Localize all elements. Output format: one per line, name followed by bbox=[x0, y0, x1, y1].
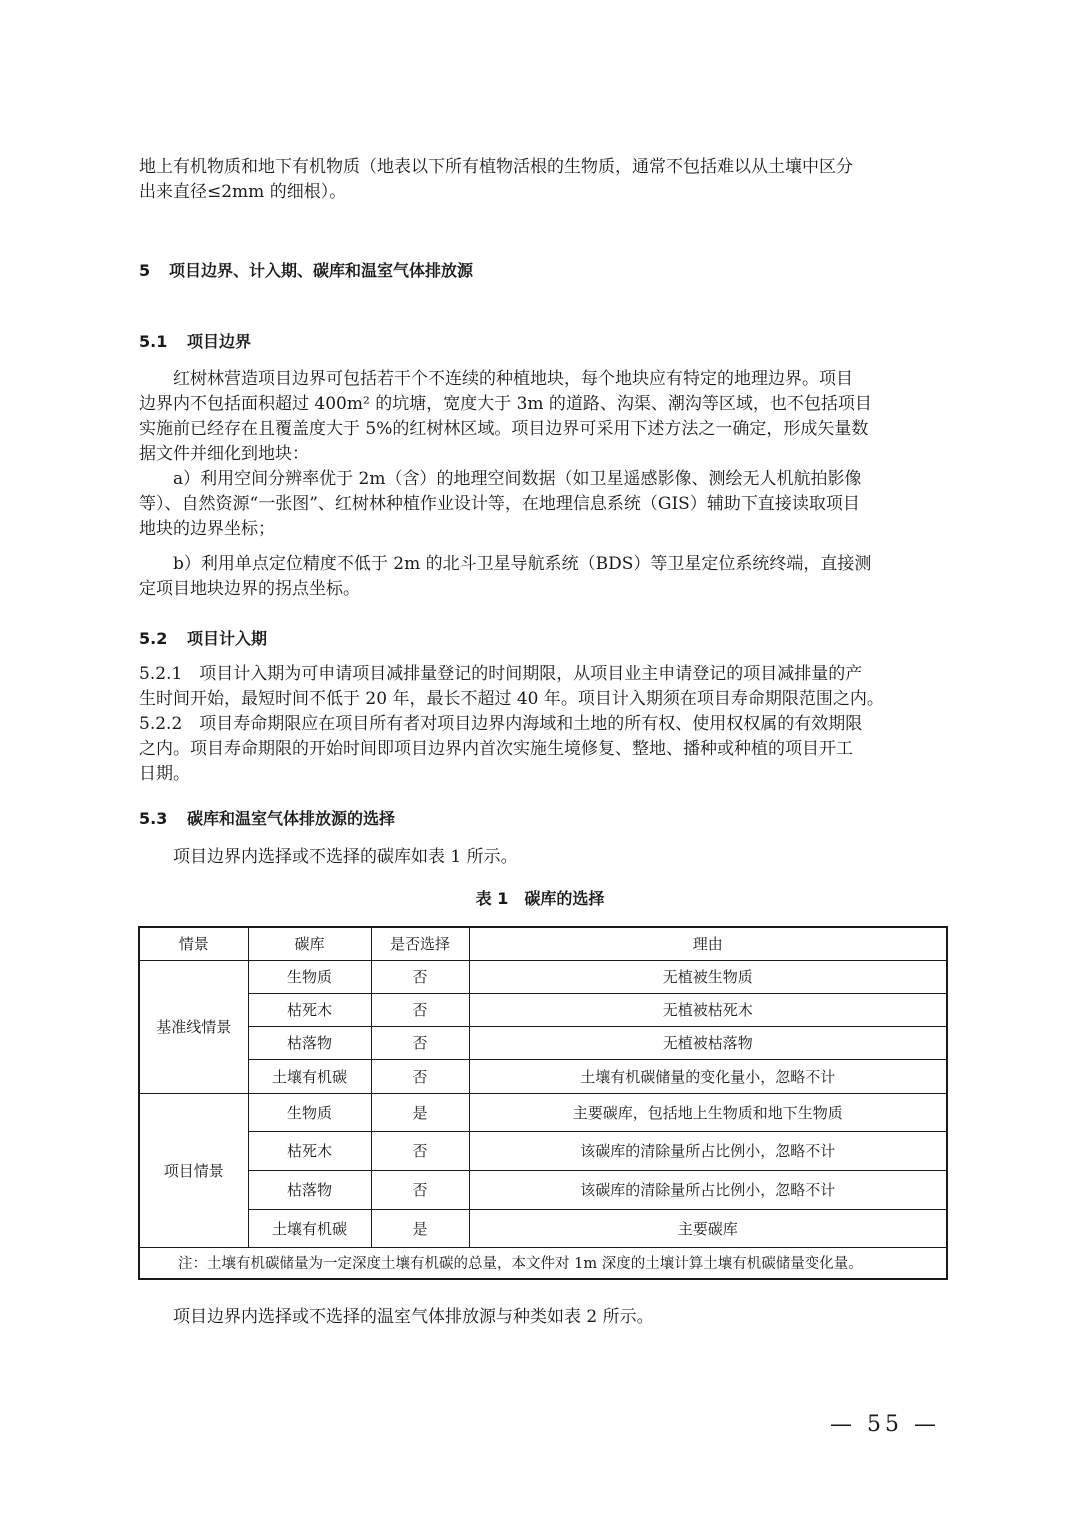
list-item-a bbox=[139, 467, 942, 542]
section-5-2-heading bbox=[139, 626, 267, 649]
table-row bbox=[139, 1209, 947, 1247]
table-cell: 否 bbox=[371, 1026, 469, 1059]
table-row bbox=[139, 960, 947, 993]
text-line: 5.2.2 项目寿命期限应在项目所有者对项目边界内海域和土地的所有权、使用权权属的有效期限 bbox=[139, 714, 863, 734]
text-line: 红树林营造项目边界可包括若干个不连续的种植地块，每个地块应有特定的地理边界。项目 bbox=[173, 369, 853, 389]
section-title: 项目边界 bbox=[187, 332, 252, 351]
table-caption bbox=[0, 886, 1080, 909]
table-note: 注：土壤有机碳储量为一定深度土壤有机碳的总量，本文件对 1m 深度的土壤计算土壤有机碳储量变化量。 bbox=[139, 1247, 947, 1279]
text-line: a）利用空间分辨率优于 2m（含）的地理空间数据（如卫星遥感影像、测绘无人机航拍影像 bbox=[173, 469, 862, 489]
table-cell: 主要碳库 bbox=[469, 1209, 947, 1247]
table-cell: 无植被生物质 bbox=[469, 960, 947, 993]
section-title: 碳库和温室气体排放源的选择 bbox=[187, 809, 396, 828]
section-5-heading bbox=[139, 258, 473, 281]
text-line: 实施前已经存在且覆盖度大于 5%的红树林区域。项目边界可采用下述方法之一确定，形成矢量数 bbox=[139, 419, 869, 439]
table-note-row bbox=[139, 1247, 947, 1279]
clause-5-2-1 bbox=[139, 662, 942, 712]
section-5-1-heading bbox=[139, 329, 251, 352]
table-cell: 枯死木 bbox=[248, 1131, 371, 1170]
table-cell: 枯落物 bbox=[248, 1026, 371, 1059]
text-line: 地上有机物质和地下有机物质（地表以下所有植物活根的生物质，通常不包括难以从土壤中区分 bbox=[139, 157, 853, 177]
table-row bbox=[139, 1170, 947, 1209]
table-cell: 生物质 bbox=[248, 1093, 371, 1131]
table-row bbox=[139, 1059, 947, 1093]
scenario-cell: 基准线情景 bbox=[139, 960, 248, 1093]
text-line: 日期。 bbox=[139, 764, 190, 784]
table-cell: 该碳库的清除量所占比例小，忽略不计 bbox=[469, 1170, 947, 1209]
section-number: 5.3 bbox=[139, 809, 168, 828]
table-cell: 是 bbox=[371, 1209, 469, 1247]
table-cell: 无植被枯落物 bbox=[469, 1026, 947, 1059]
closing-paragraph: 项目边界内选择或不选择的温室气体排放源与种类如表 2 所示。 bbox=[173, 1307, 654, 1327]
scenario-cell: 项目情景 bbox=[139, 1093, 248, 1247]
table-cell: 无植被枯死木 bbox=[469, 993, 947, 1026]
section-number: 5.2 bbox=[139, 629, 168, 648]
table-cell: 该碳库的清除量所占比例小，忽略不计 bbox=[469, 1131, 947, 1170]
section-5-3-heading bbox=[139, 806, 395, 829]
table-cell: 枯落物 bbox=[248, 1170, 371, 1209]
table-header-row bbox=[139, 927, 947, 960]
text-line: 边界内不包括面积超过 400m² 的坑塘，宽度大于 3m 的道路、沟渠、潮沟等区域，也不包括项目 bbox=[139, 394, 872, 414]
column-header: 理由 bbox=[469, 927, 947, 960]
text-line: 地块的边界坐标； bbox=[139, 519, 275, 539]
table-cell: 主要碳库，包括地上生物质和地下生物质 bbox=[469, 1093, 947, 1131]
table-cell: 否 bbox=[371, 993, 469, 1026]
table-title: 碳库的选择 bbox=[524, 889, 605, 908]
text-line: 5.2.1 项目计入期为可申请项目减排量登记的时间期限，从项目业主申请登记的项目减排量的产 bbox=[139, 664, 863, 684]
text-line: 定项目地块边界的拐点坐标。 bbox=[139, 579, 360, 599]
section-title: 项目计入期 bbox=[187, 629, 268, 648]
section-5-3-intro: 项目边界内选择或不选择的碳库如表 1 所示。 bbox=[173, 847, 518, 867]
text-line: 之内。项目寿命期限的开始时间即项目边界内首次实施生境修复、整地、播种或种植的项目开工 bbox=[139, 739, 853, 759]
table-row bbox=[139, 1093, 947, 1131]
table-cell: 土壤有机碳 bbox=[248, 1059, 371, 1093]
table-cell: 否 bbox=[371, 960, 469, 993]
table-cell: 生物质 bbox=[248, 960, 371, 993]
text-line: 据文件并细化到地块： bbox=[139, 444, 309, 464]
table-number: 表 1 bbox=[475, 889, 509, 908]
text-line: b）利用单点定位精度不低于 2m 的北斗卫星导航系统（BDS）等卫星定位系统终端，直接测 bbox=[173, 554, 872, 574]
table-cell: 土壤有机碳储量的变化量小，忽略不计 bbox=[469, 1059, 947, 1093]
carbon-pool-table bbox=[138, 926, 948, 1280]
list-item-b bbox=[139, 552, 942, 602]
table-cell: 枯死木 bbox=[248, 993, 371, 1026]
section-number: 5 bbox=[139, 261, 151, 280]
column-header: 碳库 bbox=[248, 927, 371, 960]
column-header: 是否选择 bbox=[371, 927, 469, 960]
text-line: 出来直径≤2mm 的细根）。 bbox=[139, 182, 347, 202]
text-line: 生时间开始，最短时间不低于 20 年，最长不超过 40 年。项目计入期须在项目寿命期限范围之内。 bbox=[139, 689, 884, 709]
table-cell: 是 bbox=[371, 1093, 469, 1131]
table-cell: 否 bbox=[371, 1170, 469, 1209]
section-number: 5.1 bbox=[139, 332, 168, 351]
intro-paragraph bbox=[139, 155, 942, 205]
table-cell: 否 bbox=[371, 1059, 469, 1093]
table-cell: 否 bbox=[371, 1131, 469, 1170]
section-5-1-paragraph bbox=[139, 367, 942, 467]
text-line: 等）、自然资源“一张图”、红树林种植作业设计等，在地理信息系统（GIS）辅助下直接读取项目 bbox=[139, 494, 860, 514]
table-row bbox=[139, 1026, 947, 1059]
section-title: 项目边界、计入期、碳库和温室气体排放源 bbox=[169, 261, 474, 280]
table-row bbox=[139, 993, 947, 1026]
table-row bbox=[139, 1131, 947, 1170]
column-header: 情景 bbox=[139, 927, 248, 960]
table-cell: 土壤有机碳 bbox=[248, 1209, 371, 1247]
clause-5-2-2 bbox=[139, 712, 942, 787]
page-number: — 55 — bbox=[830, 1412, 940, 1437]
